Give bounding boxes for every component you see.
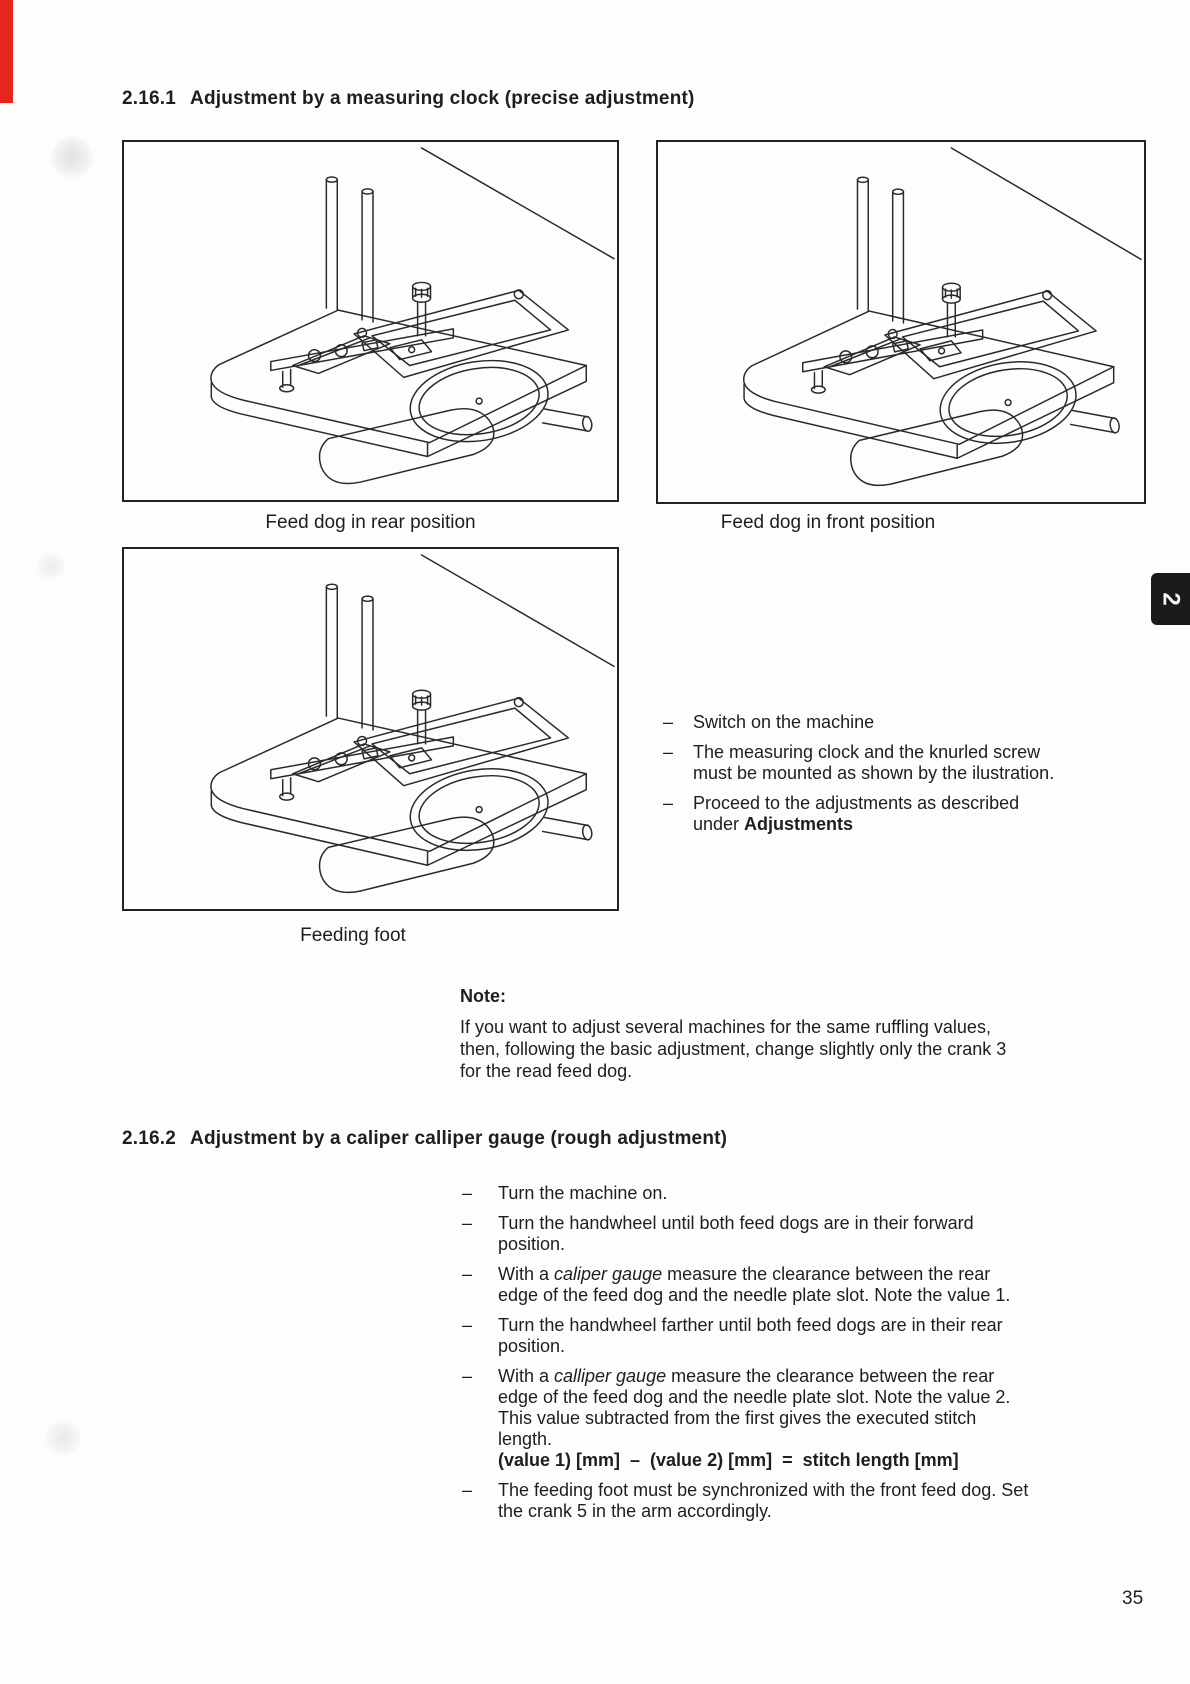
text-segment: Proceed to the adjustments as described — [693, 793, 1020, 813]
figure-caption-front: Feed dog in front position — [720, 512, 936, 533]
measuring-clock-drawing — [124, 549, 617, 909]
section-2-title: Adjustment by a caliper calliper gauge (rough adjustment) — [190, 1128, 728, 1149]
bullet-text — [498, 1480, 1028, 1522]
bullet-dash: – — [462, 1264, 473, 1284]
section-1-number: 2.16.1 — [122, 88, 177, 109]
text-segment: must be mounted as shown by the ilustration. — [693, 763, 1055, 783]
bullet-dash: – — [462, 1213, 473, 1233]
figure-feeding-foot — [122, 547, 619, 911]
text-segment: under — [693, 814, 745, 834]
bullet-text — [693, 742, 1054, 784]
text-segment: The feeding foot must be synchronized with the front feed dog. Set — [498, 1480, 1029, 1500]
section-1-heading — [122, 88, 695, 110]
scan-smudge — [50, 136, 94, 178]
text-segment: calliper gauge — [554, 1366, 667, 1386]
text-segment: for the read feed dog. — [460, 1061, 633, 1081]
bullet-item — [462, 1213, 1122, 1255]
bullet-item — [462, 1315, 1122, 1357]
bullet-item — [462, 1366, 1122, 1471]
text-segment: measure the clearance between the rear — [662, 1264, 991, 1284]
text-segment: This value subtracted from the first gives the executed stitch — [498, 1408, 977, 1428]
bullet-text — [498, 1315, 1003, 1357]
chapter-tab — [1151, 573, 1190, 625]
chapter-tab-label: 2 — [1157, 592, 1185, 606]
bullet-dash: – — [462, 1315, 473, 1335]
bullet-dash: – — [462, 1183, 473, 1203]
text-segment: If you want to adjust several machines for the same ruffling values, — [460, 1017, 991, 1037]
text-segment: With a — [498, 1366, 555, 1386]
bullet-item — [663, 712, 1093, 733]
section-1-title: Adjustment by a measuring clock (precise adjustment) — [190, 88, 695, 109]
text-segment: measure the clearance between the rear — [666, 1366, 995, 1386]
text-segment: Switch on the machine — [693, 712, 875, 732]
text-segment: then, following the basic adjustment, change slightly only the crank 3 — [460, 1039, 1007, 1059]
figure-feed-dog-front — [656, 140, 1146, 504]
bullet-text — [693, 712, 874, 733]
section-1-bullet-list — [663, 712, 1093, 844]
bullet-item — [462, 1264, 1122, 1306]
bullet-text — [693, 793, 1019, 835]
scan-edge-mark — [0, 0, 13, 103]
bullet-item — [462, 1480, 1122, 1522]
text-segment: With a — [498, 1264, 555, 1284]
text-segment: length. — [498, 1429, 553, 1449]
note-label: Note: — [460, 986, 506, 1006]
page-number: 35 — [1122, 1588, 1144, 1609]
scan-smudge — [44, 1420, 82, 1456]
text-segment: Adjustments — [744, 814, 854, 834]
text-segment: Turn the handwheel farther until both feed dogs are in their rear — [498, 1315, 1003, 1335]
figure-feed-dog-rear — [122, 140, 619, 502]
bullet-text — [498, 1183, 667, 1204]
section-2-bullet-list — [462, 1183, 1122, 1531]
text-segment: position. — [498, 1336, 566, 1356]
bullet-dash: – — [663, 742, 674, 762]
text-segment: edge of the feed dog and the needle plate slot. Note the value 1. — [498, 1285, 1011, 1305]
text-segment: edge of the feed dog and the needle plate slot. Note the value 2. — [498, 1387, 1011, 1407]
bullet-item — [663, 793, 1093, 835]
text-segment: the crank 5 in the arm accordingly. — [498, 1501, 772, 1521]
figure-caption-feeding-foot: Feeding foot — [300, 925, 406, 946]
bullet-text — [498, 1366, 1010, 1471]
bullet-dash: – — [462, 1480, 473, 1500]
bullet-text — [498, 1213, 974, 1255]
bullet-dash: – — [663, 712, 674, 732]
bullet-item — [462, 1183, 1122, 1204]
bullet-text — [498, 1264, 1010, 1306]
text-segment: Turn the machine on. — [498, 1183, 668, 1203]
note-paragraph — [460, 1016, 1110, 1082]
bullet-item — [663, 742, 1093, 784]
measuring-clock-drawing — [658, 142, 1144, 502]
measuring-clock-drawing — [124, 142, 617, 500]
bullet-dash: – — [462, 1366, 473, 1386]
bullet-dash: – — [663, 793, 674, 813]
text-segment: position. — [498, 1234, 566, 1254]
text-segment: The measuring clock and the knurled screw — [693, 742, 1041, 762]
text-segment: Turn the handwheel until both feed dogs are in their forward — [498, 1213, 974, 1233]
text-segment: caliper gauge — [554, 1264, 663, 1284]
section-2-heading — [122, 1128, 727, 1150]
figure-caption-rear: Feed dog in rear position — [265, 512, 476, 533]
scan-smudge — [36, 552, 66, 580]
text-segment: (value 1) [mm] – (value 2) [mm] = stitch length [mm] — [498, 1450, 959, 1470]
section-2-number: 2.16.2 — [122, 1128, 177, 1149]
